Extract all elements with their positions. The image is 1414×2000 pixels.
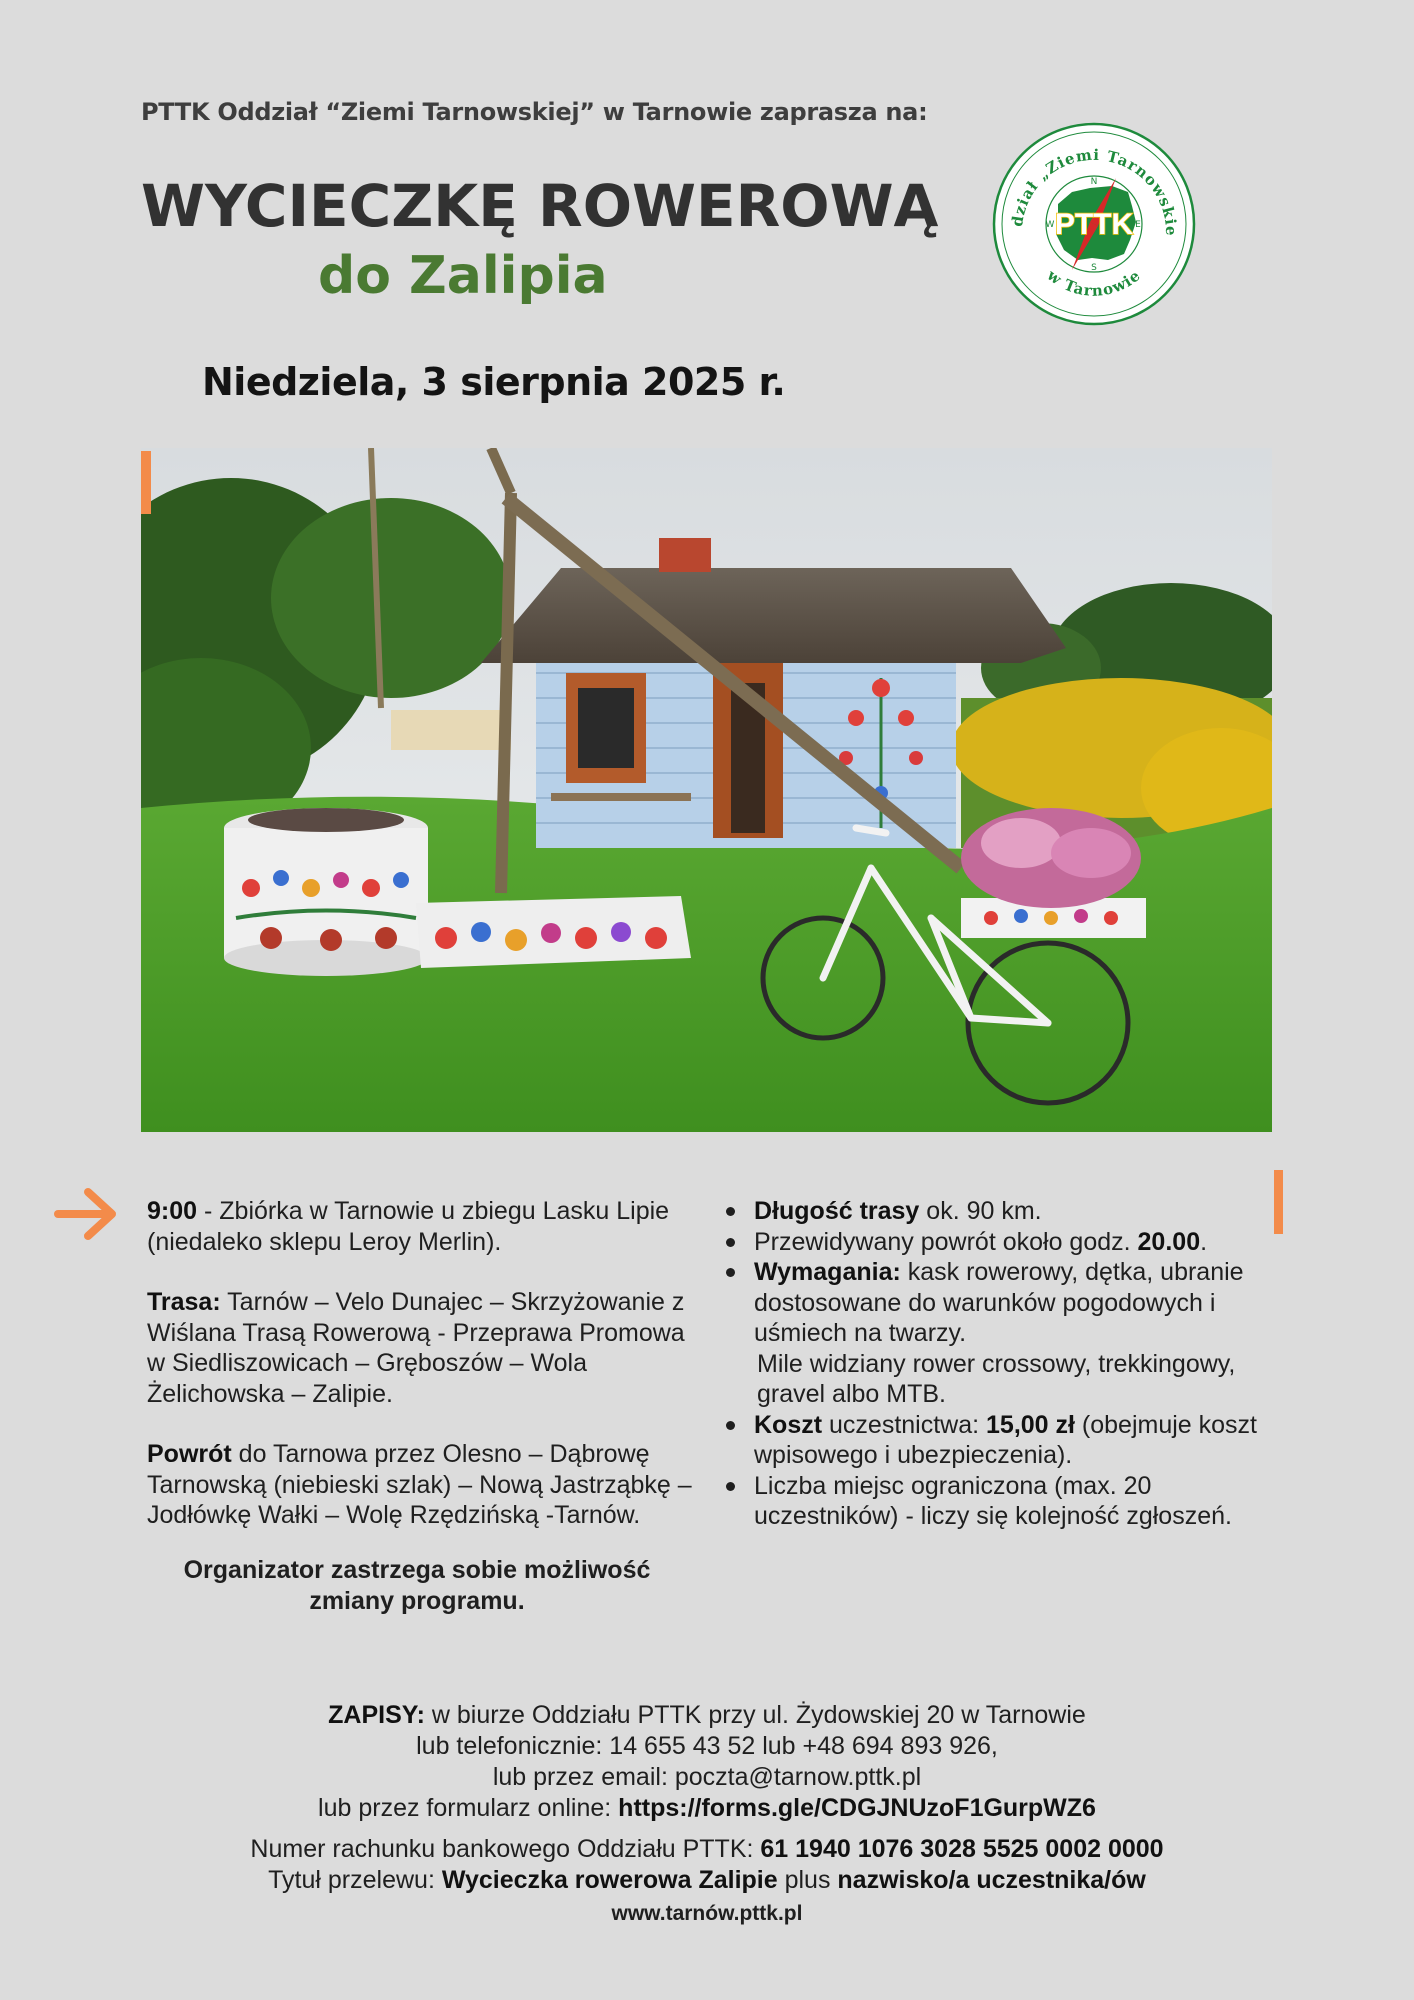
route-label: Trasa: — [147, 1288, 221, 1316]
gathering-paragraph — [147, 1196, 707, 1257]
accent-bar-top — [141, 451, 151, 514]
event-date: Niedziela, 3 sierpnia 2025 r. — [202, 360, 786, 404]
length-text: ok. 90 km. — [919, 1197, 1042, 1225]
signup-text: w biurze Oddziału PTTK przy ul. Żydowskiej 20 w Tarnowie — [424, 1701, 1086, 1729]
return-text: do Tarnowa przez Olesno – Dąbrowę Tarnowską (niebieski szlak) – Nową Jastrząbkę – Jodłówkę Wałki – Wolę Rzędzińską -Tarnów. — [147, 1440, 692, 1529]
phone-line: lub telefonicznie: 14 655 43 52 lub +48 694 893 926, — [416, 1732, 998, 1760]
recommended-bikes: Mile widziany rower crossowy, trekkingowy, gravel albo MTB. — [757, 1349, 1236, 1408]
requirements-label: Wymagania: — [754, 1258, 901, 1286]
logo-center-text: PTTK — [1054, 208, 1134, 241]
details-list — [722, 1196, 1282, 1349]
form-prefix: lub przez formularz online: — [318, 1794, 619, 1822]
route-paragraph — [147, 1287, 707, 1409]
footer — [0, 1700, 1414, 1929]
bank-prefix: Numer rachunku bankowego Oddziału PTTK: — [250, 1835, 761, 1863]
places-text: Liczba miejsc ograniczona (max. 20 uczestników) - liczy się kolejność zgłoszeń. — [754, 1471, 1232, 1530]
bank-number: 61 1940 1076 3028 5525 0002 0000 — [760, 1835, 1164, 1863]
return-paragraph — [147, 1439, 707, 1531]
email-line: lub przez email: poczta@tarnow.pttk.pl — [492, 1763, 922, 1791]
transfer-title-main: Wycieczka rowerowa Zalipie — [441, 1866, 778, 1894]
organizer-note: Organizator zastrzega sobie możliwość zmiany programu. — [183, 1555, 651, 1615]
list-item-length — [722, 1196, 1282, 1227]
return-time-value: 20.00 — [1137, 1227, 1201, 1256]
route-text: Tarnów – Velo Dunajec – Skrzyżowanie z Wiślana Trasą Rowerową - Przeprawa Promowa w Siedliszowicach – Gręboszów – Wola Żelichowska – Zalipie. — [147, 1288, 685, 1408]
title-line-1: WYCIECZKĘ ROWEROWĄ — [141, 172, 939, 240]
transfer-title-end: nazwisko/a uczestnika/ów — [837, 1866, 1146, 1894]
compass-e-label: E — [1135, 220, 1141, 230]
website-link[interactable]: www.tarnów.pttk.pl — [611, 1902, 803, 1925]
signup-line — [0, 1700, 1414, 1731]
zalipie-painted-cottage-photo — [141, 448, 1272, 1132]
compass-s-label: S — [1091, 263, 1097, 273]
bank-line — [0, 1834, 1414, 1865]
gathering-time: 9:00 — [147, 1197, 198, 1225]
requirements-text: kask rowerowy, dętka, ubranie dostosowane do warunków pogodowych i uśmiech na twarzy. — [754, 1258, 1244, 1347]
list-item-return-time — [722, 1227, 1282, 1258]
return-label: Powrót — [147, 1440, 232, 1468]
list-item-places — [722, 1471, 1282, 1532]
form-line — [0, 1793, 1414, 1824]
cost-mid: uczestnictwa: — [822, 1410, 987, 1439]
return-time-text: Przewidywany powrót około godz. — [754, 1227, 1138, 1256]
cost-label: Koszt — [754, 1410, 823, 1439]
details-list-2 — [722, 1410, 1282, 1532]
return-time-end: . — [1200, 1227, 1208, 1256]
form-link[interactable]: https://forms.gle/CDGJNUzoF1GurpWZ6 — [618, 1794, 1096, 1822]
left-column — [147, 1196, 707, 1617]
logo-arc-top-text: dział „Ziemi Tarnowskie — [1008, 145, 1181, 237]
arrow-right-icon — [54, 1186, 120, 1242]
logo-arc-bottom-text: w Tarnowie — [1043, 266, 1145, 300]
gathering-text: - Zbiórka w Tarnowie u zbiegu Lasku Lipie (niedaleko sklepu Leroy Merlin). — [147, 1197, 670, 1256]
list-item-cost — [722, 1410, 1282, 1471]
signup-label: ZAPISY: — [328, 1701, 425, 1729]
transfer-title-prefix: Tytuł przelewu: — [268, 1866, 442, 1894]
right-column — [722, 1196, 1282, 1532]
cost-end: (obejmuje koszt wpisowego i ubezpieczenia). — [754, 1410, 1257, 1469]
compass-w-label: W — [1045, 220, 1055, 230]
cost-value: 15,00 zł — [986, 1410, 1075, 1439]
compass-n-label: N — [1090, 177, 1098, 187]
transfer-title-mid: plus — [777, 1866, 838, 1894]
title-line-2: do Zalipia — [318, 246, 608, 306]
intro-text: PTTK Oddział “Ziemi Tarnowskiej” w Tarnowie zaprasza na: — [141, 98, 928, 126]
list-item-requirements — [722, 1257, 1282, 1349]
transfer-title-line — [0, 1865, 1414, 1896]
length-label: Długość trasy — [754, 1197, 920, 1225]
pttk-logo — [992, 122, 1196, 326]
